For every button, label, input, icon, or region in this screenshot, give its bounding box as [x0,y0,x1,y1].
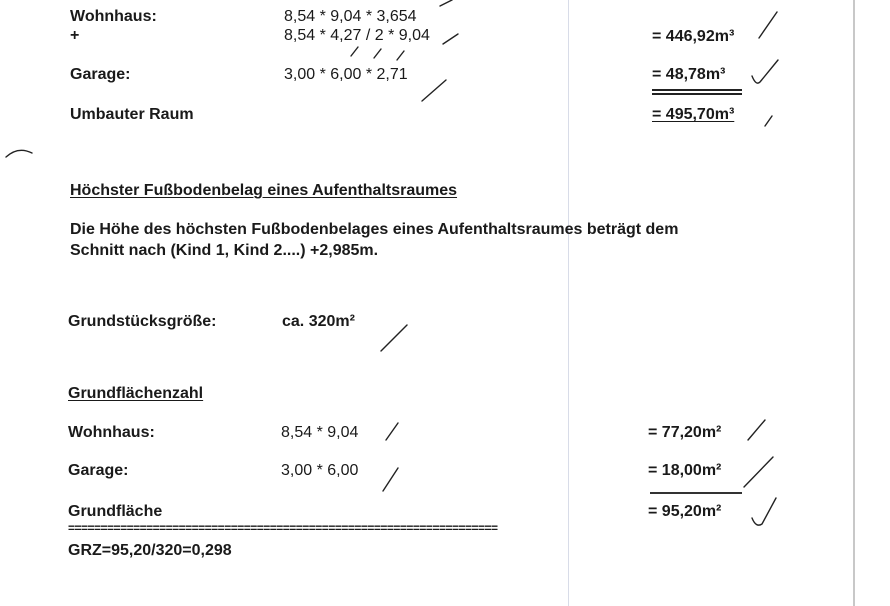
floor-level-line-1: Die Höhe des höchsten Fußbodenbelages eines Aufenthaltsraumes beträgt dem [70,221,679,238]
grz-wohnhaus-label: Wohnhaus: [68,424,155,441]
wohnhaus-formula-2: 8,54 * 4,27 / 2 * 9,04 [284,27,430,44]
plot-size-value: ca. 320m² [282,313,355,330]
check-mark [752,498,776,525]
plus-sign: + [70,27,80,44]
grundflaeche-label: Grundfläche [68,503,163,520]
scan-ruling-line [568,0,569,606]
check-mark [381,325,407,351]
check-mark [765,116,772,126]
check-mark [422,80,446,101]
check-mark [383,468,398,491]
check-mark [374,49,381,58]
grz-heading: Grundflächenzahl [68,385,204,402]
grz-wohnhaus-result: = 77,20m² [648,424,722,441]
scan-mark [6,150,32,157]
grz-sum-rule [650,492,742,494]
check-mark [748,420,765,440]
garage-volume-result: = 48,78m³ [652,66,726,83]
grz-garage-result: = 18,00m² [648,462,722,479]
check-mark [440,0,452,6]
grz-garage-formula: 3,00 * 6,00 [281,462,359,479]
wohnhaus-formula-1: 8,54 * 9,04 * 3,654 [284,8,417,25]
check-mark [386,423,398,440]
umbauter-raum-result: = 495,70m³ [652,106,735,123]
plot-size-label: Grundstücksgröße: [68,313,217,330]
check-mark [397,51,404,60]
garage-label: Garage: [70,66,131,83]
grundflaeche-result: = 95,20m² [648,503,722,520]
check-mark [443,34,458,44]
wohnhaus-label: Wohnhaus: [70,8,157,25]
grz-final-line: GRZ=95,20/320=0,298 [68,542,232,559]
wohnhaus-volume-result: = 446,92m³ [652,28,735,45]
garage-formula: 3,00 * 6,00 * 2,71 [284,66,408,83]
check-mark [759,12,777,38]
grz-garage-label: Garage: [68,462,129,479]
floor-level-line-2: Schnitt nach (Kind 1, Kind 2....) +2,985m. [70,242,379,259]
grz-equals-rule: ================================================================== [68,521,498,535]
volume-double-rule [652,89,742,95]
check-mark [752,60,778,83]
grz-wohnhaus-formula: 8,54 * 9,04 [281,424,359,441]
check-mark [351,47,358,56]
umbauter-raum-label: Umbauter Raum [70,106,194,123]
check-mark [744,457,773,487]
page-edge [853,0,855,606]
floor-level-heading: Höchster Fußbodenbelag eines Aufenthaltsraumes [70,182,458,199]
